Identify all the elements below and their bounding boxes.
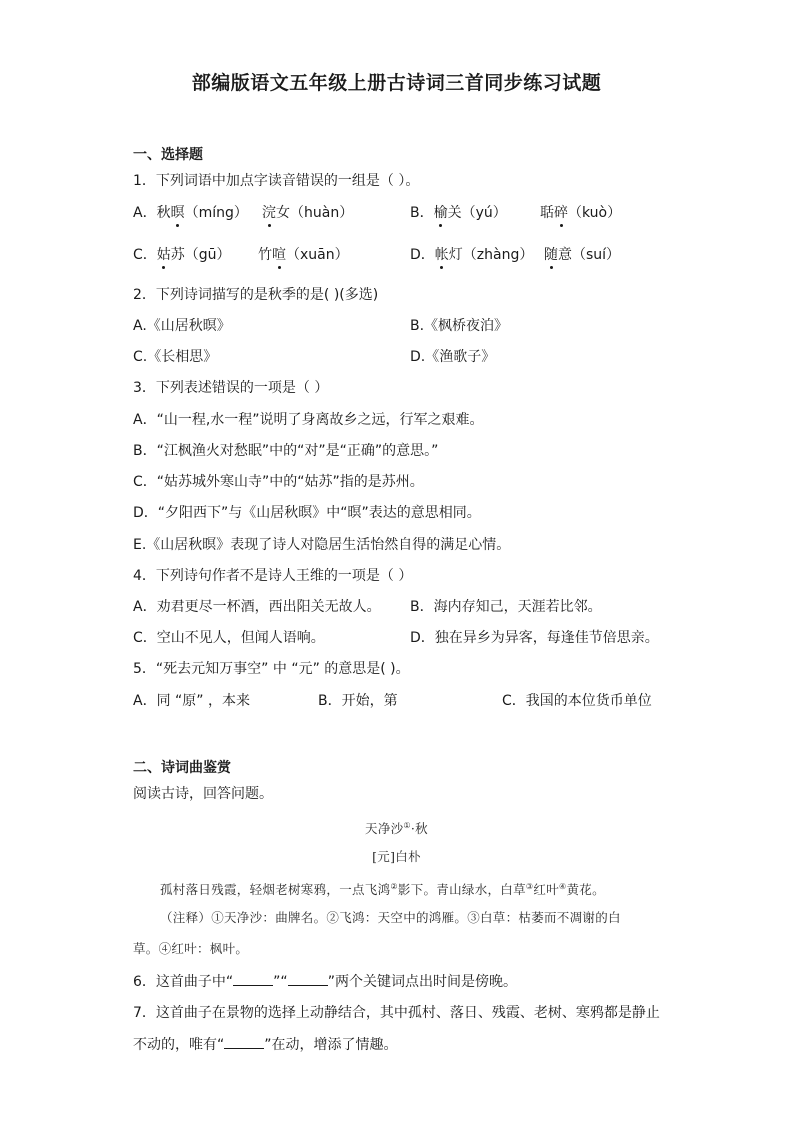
q1-option-c-word2 [258,245,349,265]
q1-option-a [133,203,248,223]
pinyin: （xuān） [286,247,349,263]
q6-text: ”“ [273,974,288,990]
poem-notes-line2: 草。④红叶：枫叶。 [133,941,249,956]
q1-option-b [410,203,507,223]
footnote-mark: ③ [525,882,534,891]
q5-option-a: A．同 “原” ，本来 [133,693,250,709]
poem-text: 红叶 [533,882,559,898]
q7-text: 不动的，唯有“ [133,1037,225,1053]
word-char: 聒 [540,205,554,221]
dotted-char: 碎 [554,205,568,221]
q2-option-d: D.《渔歌子》 [410,349,496,365]
word-char: 秋 [156,205,171,221]
dotted-char: 帐 [434,247,449,263]
q3-option-c: C．“姑苏城外寒山寺”中的“姑苏”指的是苏州。 [133,474,424,490]
word-char: 意 [558,247,572,263]
q7-stem-line1: 7．这首曲子在景物的选择上动静结合，其中孤村、落日、残霞、老树、寒鸦都是静止 [133,1005,660,1021]
q7-stem-line2 [133,1034,398,1055]
q7-text: ”在动，增添了情趣。 [264,1037,398,1053]
q3-option-b: B．“江枫渔火对愁眠”中的“对”是“正确”的意思。” [133,443,439,459]
pinyin: （yú） [461,205,507,221]
poem-notes-line1: （注释）①天净沙：曲牌名。②飞鸿：天空中的鸿雁。③白草：枯萎而不凋谢的白 [160,910,621,925]
q1-option-d-word2 [544,245,620,265]
q2-option-c: C.《长相思》 [133,349,218,365]
q3-stem: 3．下列表述错误的一项是（ ） [133,380,329,396]
dotted-char: 榆 [433,205,448,221]
dotted-char: 浣 [262,205,276,221]
pinyin: （gū） [184,247,231,263]
q4-option-b: B．海内存知己，天涯若比邻。 [410,599,602,615]
answer-blank-1[interactable] [233,971,273,986]
poem-text: 孤村落日残霞，轻烟老树寒鸦，一点飞鸿 [160,882,391,898]
word-char: 女 [276,205,290,221]
answer-blank-2[interactable] [288,971,328,986]
q3-option-a: A．“山一程,水一程”说明了身离故乡之远，行军之艰难。 [133,412,484,428]
footnote-mark: ① [403,821,411,830]
q6-text: ”两个关键词点出时间是傍晚。 [327,974,517,990]
footnote-mark: ④ [559,882,567,891]
option-label: C． [133,247,157,263]
q6-text: 6．这首曲子中“ [133,974,234,990]
answer-blank-3[interactable] [224,1034,264,1049]
page-title: 部编版语文五年级上册古诗词三首同步练习试题 [191,72,602,94]
dotted-char: 姑 [156,247,171,263]
q2-option-a: A.《山居秋暝》 [133,318,231,334]
q4-option-d: D．独在异乡为异客，每逢佳节倍思亲。 [410,630,659,646]
dotted-char: 暝 [170,205,185,221]
section1-heading: 一、选择题 [133,147,203,163]
pinyin: （suí） [572,247,621,263]
word-char: 灯 [448,247,463,263]
q4-option-c: C．空山不见人，但闻人语响。 [133,630,325,646]
poem-author: [元]白朴 [372,849,421,864]
option-label: A． [133,205,157,221]
section2-heading: 二、诗词曲鉴赏 [133,760,231,776]
q1-stem: 1．下列词语中加点字读音错误的一组是（ ）。 [133,173,420,189]
option-label: D． [410,247,435,263]
poem-text: 黄花。 [566,882,605,898]
q1-option-c [133,245,231,265]
dotted-char: 随 [544,247,558,263]
pinyin: （míng） [184,205,248,221]
dotted-char: 喧 [272,247,286,263]
poem-title-suffix: ·秋 [410,821,428,837]
word-char: 关 [447,205,462,221]
q5-stem: 5．“死去元知万事空” 中 “元” 的意思是( )。 [133,661,410,677]
pinyin: （kuò） [568,205,622,221]
option-label: B． [410,205,434,221]
q1-option-b-word2 [540,203,621,223]
poem-body [160,877,605,900]
q5-option-c: C．我国的本位货币单位 [502,693,652,709]
q4-option-a: A．劝君更尽一杯酒，西出阳关无故人。 [133,599,381,615]
q4-stem: 4．下列诗句作者不是诗人王维的一项是（ ） [133,568,413,584]
poem-title [0,816,793,839]
q3-option-d: D．“夕阳西下”与《山居秋暝》中“暝”表达的意思相同。 [133,505,481,521]
pinyin: （huàn） [290,205,354,221]
poem-text: 影下。青山绿水，白草 [397,882,526,898]
word-char: 竹 [258,247,272,263]
q3-option-e: E.《山居秋暝》表现了诗人对隐居生活怡然自得的满足心情。 [133,537,511,553]
q2-stem: 2．下列诗词描写的是秋季的是( )(多选) [133,287,379,303]
q1-option-a-word2 [262,203,353,223]
poem-title-text: 天净沙 [365,821,404,837]
q1-option-d [410,245,533,265]
q5-option-b: B．开始，第 [318,693,398,709]
word-char: 苏 [170,247,185,263]
section2-intro: 阅读古诗，回答问题。 [133,786,273,802]
footnote-mark: ② [390,882,398,891]
q2-option-b: B.《枫桥夜泊》 [410,318,509,334]
q6-stem [133,971,517,992]
pinyin: （zhàng） [462,247,534,263]
